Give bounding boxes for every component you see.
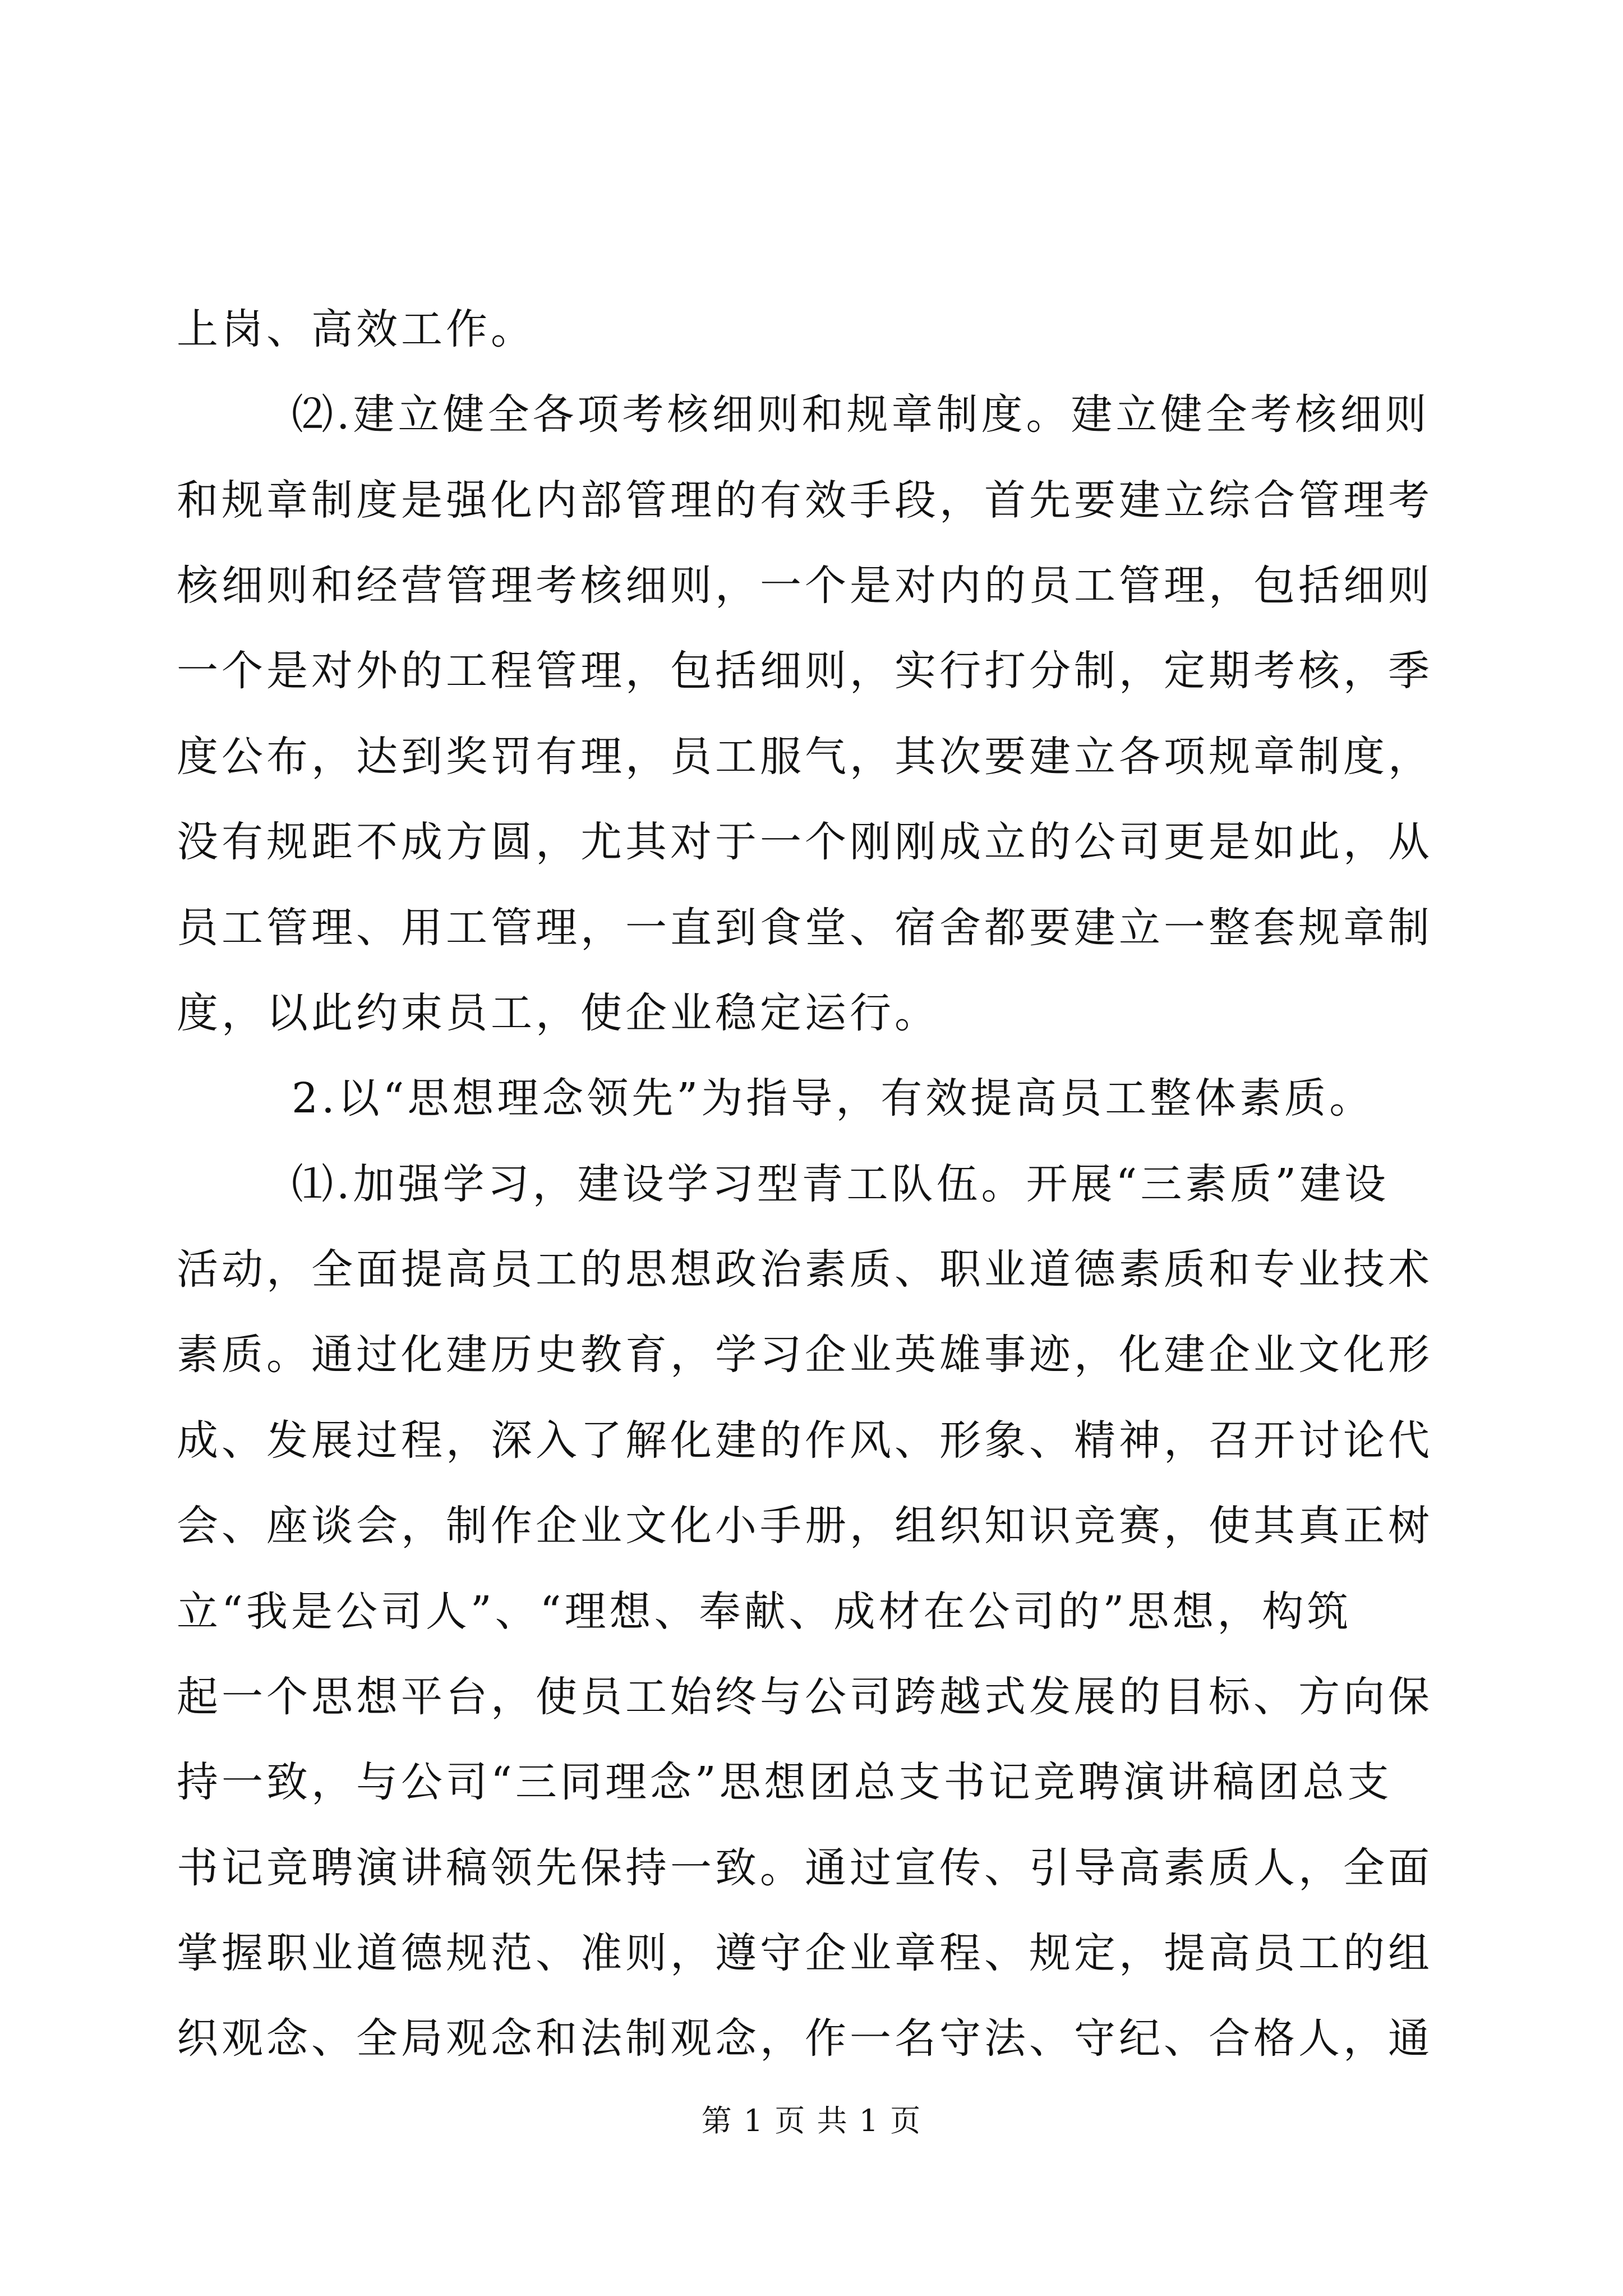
text-line: 核细则和经营管理考核细则，一个是对内的员工管理，包括细则 xyxy=(177,562,1433,610)
text-line: 一个是对外的工程管理，包括细则，实行打分制，定期考核，季 xyxy=(177,647,1433,695)
text-line: ⑵.建立健全各项考核细则和规章制度。建立健全考核细则 xyxy=(292,390,1430,439)
text-line: 书记竞聘演讲稿领先保持一致。通过宣传、引导高素质人，全面 xyxy=(177,1844,1433,1892)
text-line: 织观念、全局观念和法制观念，作一名守法、守纪、合格人，通 xyxy=(177,2014,1433,2063)
text-line: 会、座谈会，制作企业文化小手册，组织知识竞赛，使其真正树 xyxy=(177,1502,1433,1550)
text-line: 起一个思想平台，使员工始终与公司跨越式发展的目标、方向保 xyxy=(177,1673,1433,1721)
text-line: 成、发展过程，深入了解化建的作风、形象、精神，召开讨论代 xyxy=(177,1416,1433,1465)
text-line: 2.以“思想理念领先”为指导，有效提高员工整体素质。 xyxy=(292,1074,1375,1122)
text-line: 度公布，达到奖罚有理，员工服气，其次要建立各项规章制度， xyxy=(177,733,1433,781)
text-line: ⑴.加强学习，建设学习型青工队伍。开展“三素质”建设 xyxy=(292,1160,1390,1208)
text-line: 掌握职业道德规范、准则，遵守企业章程、规定，提高员工的组 xyxy=(177,1929,1433,1977)
text-line: 和规章制度是强化内部管理的有效手段，首先要建立综合管理考 xyxy=(177,476,1433,524)
text-line: 度，以此约束员工，使企业稳定运行。 xyxy=(177,989,939,1037)
text-line: 活动，全面提高员工的思想政治素质、职业道德素质和专业技术 xyxy=(177,1245,1433,1294)
text-line: 员工管理、用工管理，一直到食堂、宿舍都要建立一整套规章制 xyxy=(177,904,1433,952)
text-line: 素质。通过化建历史教育，学习企业英雄事迹，化建企业文化形 xyxy=(177,1331,1433,1379)
page-number-footer: 第 1 页 共 1 页 xyxy=(701,2103,922,2138)
text-line: 没有规距不成方圆，尤其对于一个刚刚成立的公司更是如此，从 xyxy=(177,818,1433,866)
text-line: 上岗、高效工作。 xyxy=(177,305,536,353)
text-line: 立“我是公司人”、“理想、奉献、成材在公司的”思想，构筑 xyxy=(177,1588,1352,1636)
text-line: 持一致，与公司“三同理念”思想团总支书记竞聘演讲稿团总支 xyxy=(177,1758,1393,1806)
